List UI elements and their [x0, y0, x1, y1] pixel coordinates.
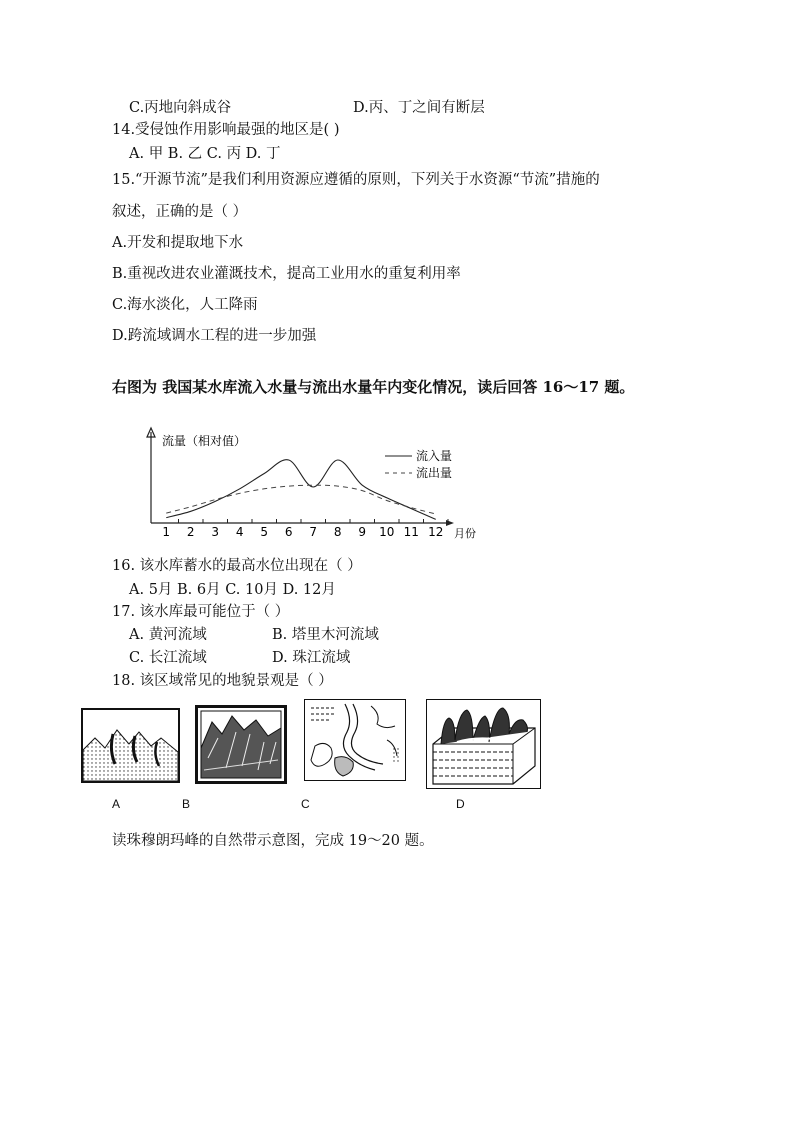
legend-inflow-label: 流入量 [416, 449, 453, 463]
x-tick-label: 3 [211, 525, 220, 539]
karst-peaks-illustration [427, 700, 540, 788]
q15-option-c: C.海水淡化，人工降雨 [112, 297, 258, 313]
landform-label-b: B [182, 797, 191, 811]
x-tick-label: 5 [260, 525, 269, 539]
q17-stem: 17. 该水库最可能位于（ ） [112, 604, 290, 620]
x-tick-label: 4 [235, 525, 244, 539]
x-tick-label: 6 [284, 525, 293, 539]
q15-stem-line2: 叙述，正确的是（ ） [112, 204, 248, 220]
mountain-peaks-illustration [83, 710, 178, 781]
x-tick-label: 11 [403, 525, 419, 539]
reservoir-flow-chart [140, 425, 500, 545]
legend-outflow-label: 流出量 [416, 466, 453, 480]
q14-stem: 14.受侵蚀作用影响最强的地区是( ) [112, 122, 340, 138]
q15-stem-line1: 15.“开源节流”是我们利用资源应遵循的原则，下列关于水资源“节流”措施的 [112, 172, 600, 188]
series-line-inflow [166, 460, 436, 520]
q18-stem: 18. 该区域常见的地貌景观是（ ） [112, 673, 333, 689]
landform-label-d: D [456, 797, 465, 811]
intro-16-17: 右图为 我国某水库流入水量与流出水量年内变化情况，读后回答 16～17 题。 [112, 378, 635, 396]
landform-image-b [195, 705, 287, 784]
q13-option-c: C.丙地向斜成谷 [129, 100, 232, 116]
q13-option-d: D.丙、丁之间有断层 [353, 100, 485, 116]
landform-label-c: C [301, 797, 310, 811]
q15-option-d: D.跨流域调水工程的进一步加强 [112, 328, 317, 344]
x-tick-label: 12 [428, 525, 444, 539]
river-plain-illustration [305, 700, 405, 780]
x-axis-label: 月份 [454, 527, 476, 540]
x-axis-arrow [446, 520, 454, 526]
x-tick-label: 7 [309, 525, 318, 539]
series-line-outflow [166, 485, 436, 514]
q17-option-c: C. 长江流域 [129, 650, 207, 666]
y-axis-label: 流量（相对值） [162, 434, 247, 448]
rugged-mountain-illustration [198, 708, 284, 781]
x-tick-label: 9 [358, 525, 367, 539]
q17-option-b: B. 塔里木河流域 [272, 627, 379, 643]
q16-options: A. 5月 B. 6月 C. 10月 D. 12月 [129, 582, 336, 598]
q17-option-d: D. 珠江流域 [272, 650, 351, 666]
q17-option-a: A. 黄河流域 [129, 627, 207, 643]
q16-stem: 16. 该水库蓄水的最高水位出现在（ ） [112, 558, 362, 574]
x-tick-label: 2 [186, 525, 195, 539]
intro-19-20: 读珠穆朗玛峰的自然带示意图，完成 19～20 题。 [112, 833, 434, 849]
landform-image-d [426, 699, 541, 789]
q15-option-a: A.开发和提取地下水 [112, 235, 244, 251]
landform-label-a: A [112, 797, 121, 811]
landform-image-c [304, 699, 406, 781]
x-tick-label: 10 [379, 525, 395, 539]
x-tick-label: 1 [162, 525, 171, 539]
q14-options: A. 甲 B. 乙 C. 丙 D. 丁 [129, 146, 281, 162]
x-tick-label: 8 [333, 525, 342, 539]
landform-image-a [81, 708, 180, 783]
q15-option-b: B.重视改进农业灌溉技术，提高工业用水的重复利用率 [112, 266, 461, 282]
